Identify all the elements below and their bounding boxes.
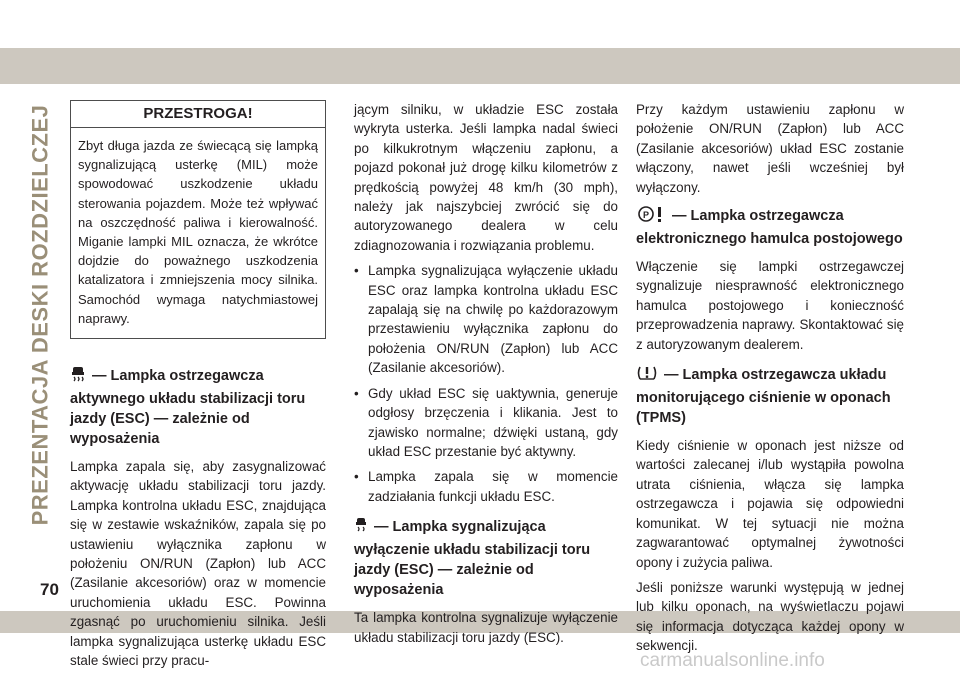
caution-title: PRZESTROGA!: [71, 101, 325, 128]
esc-continued-paragraph: jącym silniku, w układzie ESC została wykryta usterka. Jeśli lampka nadal świeci po kilkukrotnym włączeniu zapłonu, a pojazd pokonał już drogę kilku kilometrów z prędkością powyżej 48 km/h (30 mph), należy jak najszybciej zwrócić się do autoryzowanego dealera w celu zdiagnozowania i rozwiązania problemu.: [354, 102, 618, 253]
esc-off-heading: — Lampka sygnalizująca wyłączenie układu stabilizacji toru jazdy (ESC) — zależnie od wyposażenia: [354, 516, 618, 600]
list-item: • Gdy układ ESC się uaktywnia, generuje odgłosy brzęczenia i klikania. Jest to zjawisko normalne; dźwięki ustaną, gdy układ ESC przestanie być aktywny.: [354, 384, 618, 462]
page-number: 70: [40, 580, 59, 599]
caution-text: Zbyt długa jazda ze świecącą się lampką sygnalizującą usterkę (MIL) może spowodować uszkodzenie układu sterowania pojazdem. Może też wpływać na oszczędność paliwa i kierowalność. Miganie lampki MIL oznacza, że wkrótce dojdzie do poważnego uszkodzenia katalizatora i zmniejszenia mocy silnika. Samochód wymaga natychmiastowej naprawy.: [78, 138, 318, 326]
column-2: [354, 100, 618, 653]
svg-text:P: P: [642, 210, 650, 221]
esc-heading: — Lampka ostrzegawcza aktywnego układu stabilizacji toru jazdy (ESC) — zależnie od wyposażenia: [70, 365, 326, 449]
list-item: • Lampka sygnalizująca wyłączenie układu ESC oraz lampka kontrolna układu ESC zapalają się na chwilę po każdorazowym przestawieniu wyłącznika zapłonu do położenia ON/RUN (Zapłon) lub ACC (Zasilanie akcesoriów).: [354, 261, 618, 377]
column-1: [70, 100, 326, 677]
caution-box: [70, 100, 326, 339]
epb-paragraph: Włączenie się lampki ostrzegawczej sygnalizuje niesprawność elektronicznego hamulca postojowego i konieczność przeprowadzenia naprawy. Skontaktować się z autoryzowanym dealerem.: [636, 259, 904, 352]
tire-pressure-warning-icon: [636, 364, 658, 388]
side-section-title: PREZENTACJA DESKI ROZDZIELCZEJ: [27, 104, 52, 526]
top-band: [0, 48, 960, 84]
tpms-heading: — Lampka ostrzegawcza układu monitorującego ciśnienie w oponach (TPMS): [636, 364, 904, 428]
esc-off-icon: [354, 516, 368, 540]
list-item: • Lampka zapala się w momencie zadziałania funkcji układu ESC.: [354, 467, 618, 506]
watermark: carmanualsonline.info: [640, 650, 825, 671]
esc-skid-car-icon: [70, 365, 86, 389]
tpms-paragraph-2: Jeśli poniższe warunki występują w jednej lub kilku oponach, na wyświetlaczu pojawi się informacja dotycząca każdej opony w sekwencji.: [636, 579, 904, 654]
esc-reset-paragraph: Przy każdym ustawieniu zapłonu w położenie ON/RUN (Zapłon) lub ACC (Zasilanie akcesoriów) układ ESC zostanie włączony, nawet jeśli wcześniej był wyłączony.: [636, 102, 904, 195]
esc-off-paragraph: Ta lampka kontrolna sygnalizuje wyłączenie układu stabilizacji toru jazdy (ESC).: [354, 610, 618, 645]
tpms-paragraph-1: Kiedy ciśnienie w oponach jest niższe od wartości zalecanej i/lub wystąpiła powolna utrata ciśnienia, włącza się lampka ostrzegawcza i pojawia się odpowiedni komunikat. W tej sytuacji nie można zagwarantować optymalnej żywotności opony i zużycia paliwa.: [636, 438, 904, 570]
esc-paragraph: Lampka zapala się, aby zasygnalizować aktywację układu stabilizacji toru jazdy. Lampka kontrolna układu ESC, znajdująca się w zestawie wskaźników, zapala się po ustawieniu wyłącznika zapłonu w położeniu ON/RUN (Zapłon) lub ACC (Zasilanie akcesoriów) oraz w momencie uruchomienia układu ESC. Powinna zgasnąć po uruchomieniu silnika. Jeśli lampka sygnalizująca usterkę układu ESC stale świeci przy pracu-: [70, 459, 326, 669]
epb-heading: P — Lampka ostrzegawcza elektronicznego hamulca postojowego: [636, 205, 904, 249]
parking-brake-warning-icon: [636, 205, 666, 229]
column-3: [636, 100, 904, 662]
